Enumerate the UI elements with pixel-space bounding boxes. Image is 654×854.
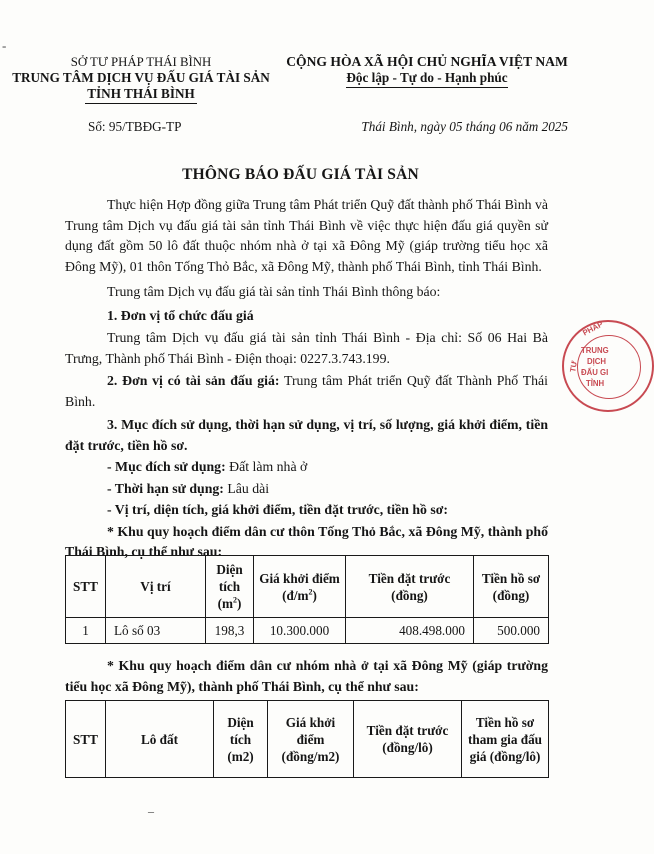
- section-3-heading: 3. Mục đích sử dụng, thời hạn sử dụng, vị trí, số lượng, giá khởi điểm, tiền đặt trước, tiền hồ sơ.: [65, 417, 548, 453]
- margin-mark-bottom: –: [148, 804, 154, 818]
- announce-paragraph: Trung tâm Dịch vụ đấu giá tài sản tỉnh Thái Bình thông báo:: [107, 284, 441, 299]
- seal-text-2: DỊCH: [587, 357, 607, 366]
- col-stt: STT: [66, 556, 106, 618]
- zone-1-heading: * Khu quy hoạch điểm dân cư thôn Tống Thỏ Bắc, xã Đông Mỹ, thành phố Thái Bình, cụ thể như sau:: [65, 523, 548, 559]
- col-area-unit-sup: 2: [232, 595, 237, 605]
- country-name: CỘNG HÒA XÃ HỘI CHỦ NGHĨA VIỆT NAM: [286, 54, 568, 69]
- col-price-end: ): [312, 587, 317, 603]
- official-seal-stamp: [562, 320, 654, 412]
- location-label: - Vị trí, diện tích, giá khởi điểm, tiền đặt trước, tiền hồ sơ:: [107, 502, 448, 517]
- zone-2-block: [65, 656, 548, 697]
- agency-name: TRUNG TÂM DỊCH VỤ ĐẤU GIÁ TÀI SẢN: [12, 70, 270, 85]
- margin-mark-top: -: [2, 38, 7, 53]
- term-value: Lâu dài: [227, 480, 270, 496]
- cell-fee: 500.000: [474, 618, 549, 644]
- term-label: - Thời hạn sử dụng:: [107, 480, 224, 496]
- col-area: Diện tích (m2): [214, 701, 268, 778]
- document-body: [65, 195, 548, 563]
- cell-deposit: 408.498.000: [346, 618, 474, 644]
- cell-price: 10.300.000: [254, 618, 346, 644]
- col-price-label: Giá khởi điểm (đ/m: [259, 570, 340, 603]
- seal-inner-ring: [577, 335, 641, 399]
- section-1-text: Trung tâm Dịch vụ đấu giá tài sản tỉnh Thái Bình - Địa chỉ: Số 06 Hai Bà Trưng, Thành phố Thái Bình - Điện thoại: 0227.3.743.199.: [65, 330, 548, 366]
- col-area-unit: (m: [217, 596, 233, 611]
- parent-agency: SỞ TƯ PHÁP THÁI BÌNH: [70, 55, 212, 69]
- purpose-line: [65, 457, 548, 478]
- seal-text-1: TRUNG: [581, 346, 609, 355]
- purpose-label: - Mục đích sử dụng:: [107, 459, 226, 474]
- col-price: Giá khởi điểm (đồng/m2): [268, 701, 354, 778]
- zone-2-heading: * Khu quy hoạch điểm dân cư nhóm nhà ở tại xã Đông Mỹ (giáp trường tiểu học xã Đông Mỹ), thành phố Thái Bình, cụ thể như sau:: [65, 658, 548, 694]
- section-2-heading: 2. Đơn vị có tài sản đấu giá:: [107, 373, 280, 388]
- col-stt: STT: [66, 701, 106, 778]
- seal-text-left: TƯ: [568, 360, 580, 373]
- issuing-agency-block: [10, 54, 272, 104]
- seal-text-top: PHÁP: [581, 319, 605, 338]
- col-fee: Tiền hồ sơ tham gia đấu giá (đồng/lô): [462, 701, 549, 778]
- document-title: THÔNG BÁO ĐẤU GIÁ TÀI SẢN: [182, 166, 419, 183]
- col-location: Vị trí: [106, 556, 206, 618]
- seal-text-3: ĐẤU GI: [581, 368, 609, 377]
- col-area: [206, 556, 254, 618]
- term-line: [65, 479, 548, 500]
- national-motto-block: [286, 54, 568, 88]
- section-2-text: Trung tâm Phát triển Quỹ đất Thành Phố Thái Bình.: [65, 373, 548, 409]
- col-deposit: Tiền đặt trước (đồng/lô): [354, 701, 462, 778]
- motto: Độc lập - Tự do - Hạnh phúc: [346, 70, 507, 88]
- col-price-sup: 2: [308, 587, 313, 597]
- table-header-row: [66, 701, 549, 778]
- table-header-row: [66, 556, 549, 618]
- table-zone-2-wrapper: [65, 700, 549, 778]
- cell-location: Lô số 03: [106, 618, 206, 644]
- purpose-value: Đất làm nhà ở: [229, 459, 308, 474]
- intro-paragraph: Thực hiện Hợp đồng giữa Trung tâm Phát triển Quỹ đất thành phố Thái Bình và Trung tâm Dịch vụ đấu giá tài sản tỉnh Thái Bình về việc thực hiện đấu giá quyền sử dụng đất gồm 50 lô đất thuộc nhóm nhà ở tại xã Đông Mỹ (giáp trường tiểu học xã Đông Mỹ), 01 thôn Tống Thỏ Bắc, xã Đông Mỹ, thành phố Thái Bình, tỉnh Thái Bình.: [65, 197, 548, 274]
- col-area-unit-end: ): [236, 596, 242, 611]
- document-date: Thái Bình, ngày 05 tháng 06 năm 2025: [361, 119, 568, 134]
- col-lot: Lô đất: [106, 701, 214, 778]
- cell-area: 198,3: [206, 618, 254, 644]
- table-zone-1: [65, 555, 549, 644]
- section-2-paragraph: [65, 371, 548, 412]
- col-area-label: Diện tích: [216, 562, 243, 594]
- cell-stt: 1: [66, 618, 106, 644]
- table-zone-2: [65, 700, 549, 778]
- table-row: [66, 618, 549, 644]
- table-zone-1-wrapper: [65, 555, 549, 644]
- agency-province: TỈNH THÁI BÌNH: [85, 86, 196, 104]
- col-fee: Tiền hồ sơ (đồng): [474, 556, 549, 618]
- col-deposit: Tiền đặt trước (đồng): [346, 556, 474, 618]
- col-price: [254, 556, 346, 618]
- section-1-heading: 1. Đơn vị tổ chức đấu giá: [107, 307, 254, 323]
- seal-text-4: TỈNH: [586, 379, 605, 388]
- document-number: Số: 95/TBĐG-TP: [88, 119, 182, 134]
